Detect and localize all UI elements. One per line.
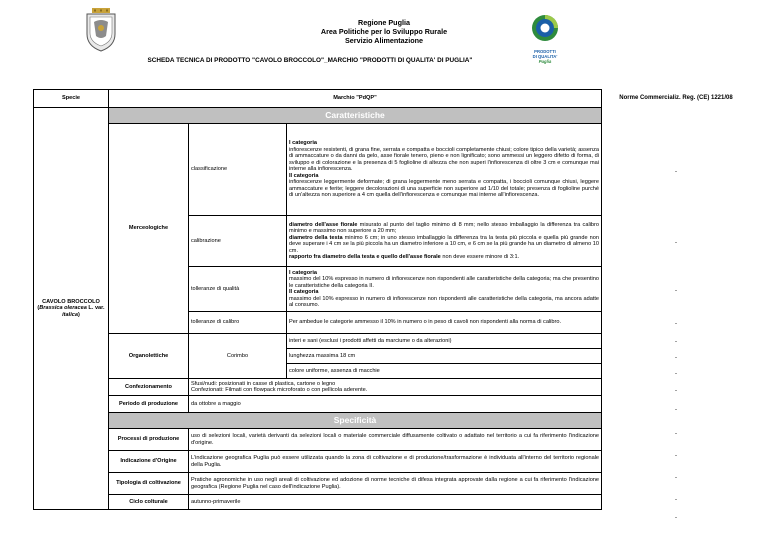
indicazione-label: Indicazione d'Origine xyxy=(109,451,189,473)
norme-dash-org-2: - xyxy=(675,355,677,361)
classificazione-value xyxy=(287,124,602,216)
product-name-cell xyxy=(34,108,109,510)
confezionamento-value xyxy=(189,379,602,396)
merceologiche-label: Merceologiche xyxy=(109,124,189,334)
norme-dash-indicazione: - xyxy=(675,475,677,481)
logo-text-qualita: DI QUALITA' xyxy=(532,54,558,59)
cal-bold-3: rapporto fra diametro della testa e quello dell'asse fiorale xyxy=(289,254,441,260)
cal-bold-2: diametro della testa xyxy=(289,234,343,241)
spec-table xyxy=(33,89,602,510)
logo-text-puglia: Puglia xyxy=(538,59,552,64)
product-latin-name: Brassica oleracea xyxy=(39,305,87,312)
quality-mark-icon xyxy=(524,14,566,44)
classificazione-label: classificazione xyxy=(189,124,287,216)
processi-label: Processi di produzione xyxy=(109,429,189,451)
tipologia-value: Pratiche agronomiche in uso negli areali di coltivazione ed adozione di norme tecniche di difesa integrata approvate dalla regione a cui fa riferimento l'indicazione geografica (Regione Puglia nel caso dell'indicazione Puglia). xyxy=(189,473,602,495)
class-i-title: I categoria xyxy=(289,140,317,147)
processi-value: uso di selezioni locali, varietà derivanti da selezioni locali o materiale commerciale diffusamente coltivato o adattato nel territorio a cui fa riferimento l'indicazione d'origine. xyxy=(189,429,602,451)
conf-line-1: Sfusi/nudi: posizionati in casse di plastica, cartone o legno xyxy=(191,380,336,387)
header-service: Servizio Alimentazione xyxy=(344,36,424,45)
ciclo-label: Ciclo colturale xyxy=(109,495,189,510)
confezionamento-label: Confezionamento xyxy=(109,379,189,396)
norme-dash-periodo: - xyxy=(675,407,677,413)
tipologia-label: Tipologia di coltivazione xyxy=(109,473,189,495)
document-title: SCHEDA TECNICA DI PRODOTTO "CAVOLO BROCCOLO"_MARCHIO "PRODOTTI DI QUALITA' DI PUGLIA" xyxy=(147,57,473,64)
class-i-text: infiorescenze resistenti, di grana fine, serrata e compatta e boccioli completamente chiusi; colore tipico della varietà; assenza di ammaccature o da danni da gelo, asse fiorale tenero, pieno e non lignificato; sono ammessi un leggero difetto di forma, di sviluppo e di colorazione e la presenza di 5 foglioline di altezza che non superi l'infiorescenza di oltre 3 cm e comunque mai interne alla infiorescenza. xyxy=(289,146,600,173)
cal-text-3: non deve essere minore di 3:1. xyxy=(440,254,520,260)
tq-i-text: massimo del 10% espresso in numero di infiorescenze non rispondenti alle caratteristiche della categoria; ma che presentino le caratteristiche della categoria II. xyxy=(289,276,600,289)
class-ii-text: infiorescenze leggermente deformate; di grana leggermente meno serrata e compatta, i boccioli comunque chiusi, leggere ammaccature e ferite; leggere decolorazioni di una superficie non superiore ad 1/10 del totale; presenza di foglioline purché di un'altezza non superiore a 4 cm quella dell'infiorescenza e comunque mai interne all'infiorescenza. xyxy=(289,179,600,199)
latin-close: ) xyxy=(77,311,80,318)
latin-mid: L. var. xyxy=(86,305,105,312)
org-value-2: lunghezza massima 18 cm xyxy=(287,349,602,364)
toll-calibro-label: tolleranze di calibro xyxy=(189,312,287,334)
indicazione-value: L'indicazione geografica Puglia può essere utilizzata quando la zona di coltivazione e di produzione/trasformazione è individuata all'interno del territorio regionale della Puglia. xyxy=(189,451,602,473)
tq-i-title: I categoria xyxy=(289,269,317,276)
norme-dash-tipologia: - xyxy=(675,497,677,503)
org-value-3: colore uniforme, assenza di macchie xyxy=(287,364,602,379)
conf-line-2: Confezionati: Filmati con flowpack microforato o con pellicola aderente. xyxy=(191,387,368,393)
product-name: CAVOLO BROCCOLO xyxy=(42,298,100,305)
section-specificita: Specificità xyxy=(109,413,602,429)
col-header-specie: Specie xyxy=(34,90,109,108)
norme-dash-org-1: - xyxy=(675,339,677,345)
tq-ii-text: massimo del 10% espresso in numero di infiorescenze non rispondenti alle caratteristiche della categoria, ma ancora adatte al consumo. xyxy=(289,295,600,308)
col-header-marchio: Marchio "PdQP" xyxy=(109,90,602,108)
org-value-1: interi e sani (esclusi i prodotti affetti da marciume o da alterazioni) xyxy=(287,334,602,349)
organolettiche-label: Organolettiche xyxy=(109,334,189,379)
logo-text-prodotti: PRODOTTI xyxy=(534,49,556,54)
section-caratteristiche: Caratteristiche xyxy=(109,108,602,124)
header-region: Regione Puglia xyxy=(358,18,410,27)
norme-dash-tolleranze-qualita: - xyxy=(675,288,677,294)
norme-header: Norme Commercializ. Reg. (CE) 1221/08 xyxy=(619,95,733,101)
latin-open: ( xyxy=(37,305,40,312)
norme-dash-processi: - xyxy=(675,453,677,459)
cal-text-2: minimo 6 cm; in uno stesso imballaggio la differenza tra la testa più piccola e quella più grande non deve superare i 4 cm se la più piccola ha un diametro inferiore a 10 cm, e 6 cm se la più grande ha un diametro di almeno 10 cm. xyxy=(289,234,600,254)
cal-text-1: misurato al punto del taglio minimo di 8 mm; nello stesso imballaggio la differenza tra calibro minimo e massimo non superiore a 20 mm; xyxy=(289,221,600,234)
periodo-value: da ottobre a maggio xyxy=(189,396,602,413)
corimbo-label: Corimbo xyxy=(189,334,287,379)
toll-calibro-value: Per ambedue le categorie ammesso il 10% in numero o in peso di cavoli non rispondenti alla norma di calibro. xyxy=(287,312,602,334)
class-ii-title: II categoria xyxy=(289,172,319,179)
norme-dash-classificazione: - xyxy=(675,169,677,175)
periodo-label: Periodo di produzione xyxy=(109,396,189,413)
prodotti-di-qualita-logo xyxy=(524,14,566,62)
cal-bold-1: diametro dell'asse fiorale xyxy=(289,221,358,228)
norme-dash-tolleranze-calibro: - xyxy=(675,321,677,327)
toll-qualita-label: tolleranze di qualità xyxy=(189,267,287,312)
header-area: Area Politiche per lo Sviluppo Rurale xyxy=(320,27,448,36)
norme-dash-specificita: - xyxy=(675,431,677,437)
calibrazione-label: calibrazione xyxy=(189,216,287,267)
norme-dash-confezionamento: - xyxy=(675,388,677,394)
toll-qualita-value xyxy=(287,267,602,312)
tq-ii-title: II categoria xyxy=(289,289,319,295)
norme-dash-ciclo: - xyxy=(675,515,677,521)
calibrazione-value xyxy=(287,216,602,267)
product-variety: italica xyxy=(62,311,78,318)
ciclo-value: autunno-primaverile xyxy=(189,495,602,510)
norme-dash-org-3: - xyxy=(675,371,677,377)
norme-dash-calibrazione: - xyxy=(675,240,677,246)
